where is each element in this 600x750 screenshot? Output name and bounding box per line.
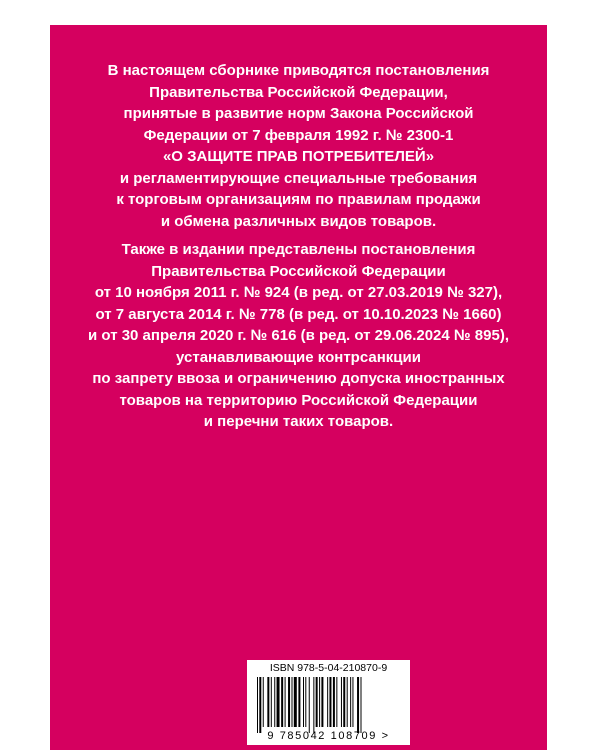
barcode-bar — [319, 677, 320, 727]
text-line: Также в издании представлены постановления — [121, 241, 476, 258]
text-line: от 7 августа 2014 г. № 778 (в ред. от 10.10.2023 № 1660) — [95, 305, 502, 323]
barcode-bar — [347, 677, 348, 727]
barcode-bar — [333, 677, 335, 727]
barcode-bar — [313, 677, 314, 733]
text-line: от 10 ноября 2011 г. № 924 (в ред. от 27.03.2019 № 327), — [94, 284, 503, 301]
text-line: товаров на территорию Российской Федерации — [119, 391, 478, 409]
back-cover — [50, 25, 547, 750]
barcode-digits: 9 785042 108709 > — [267, 730, 390, 742]
text-line: по запрету ввоза и ограничению допуска иностранных — [92, 370, 505, 387]
barcode-bar — [263, 677, 264, 727]
text-line: Правительства Российской Федерации — [151, 262, 446, 280]
barcode-bar — [294, 677, 297, 727]
text-line: к торговым организациям по правилам продажи — [116, 191, 481, 208]
barcode-bar — [327, 677, 328, 727]
text-line: Федерации от 7 февраля 1992 г. № 2300-1 — [143, 126, 454, 144]
text-line: и перечни таких товаров. — [203, 413, 394, 430]
barcode-bar — [267, 677, 269, 727]
barcode-bar — [343, 677, 345, 727]
text-line: устанавливающие контрсанкции — [176, 348, 421, 366]
text-line: и обмена различных видов товаров. — [160, 212, 437, 230]
description-paragraph-1 — [50, 60, 547, 232]
text-line: Правительства Российской Федерации, — [149, 83, 448, 101]
barcode-bar — [309, 677, 310, 733]
barcode-bar — [350, 677, 351, 727]
barcode-bar — [285, 677, 286, 727]
barcode-bar — [298, 677, 300, 727]
text-line: принятые в развитие норм Закона Российской — [123, 105, 474, 122]
text-line: В настоящем сборнике приводятся постановления — [107, 62, 490, 79]
barcode-bar — [274, 677, 275, 727]
barcode-bar — [316, 677, 318, 727]
barcode-bar — [277, 677, 280, 727]
barcode-bar — [361, 677, 362, 733]
isbn-barcode — [247, 660, 410, 745]
barcode-bar — [329, 677, 331, 727]
barcode-bars — [255, 677, 401, 733]
barcode-bar — [305, 677, 306, 727]
description-paragraph-2 — [50, 239, 547, 433]
barcode-bar — [288, 677, 290, 727]
barcode-bar — [303, 677, 304, 727]
barcode-bar — [341, 677, 342, 727]
barcode-bar — [281, 677, 283, 727]
barcode-bar — [271, 677, 272, 727]
barcode-bar — [357, 677, 359, 733]
barcode-bar — [321, 677, 323, 727]
barcode-bar — [336, 677, 337, 727]
barcode-bar — [352, 677, 353, 727]
barcode-bar — [292, 677, 293, 727]
law-title: «О ЗАЩИТЕ ПРАВ ПОТРЕБИТЕЛЕЙ» — [162, 148, 435, 165]
barcode-bar — [259, 677, 261, 733]
text-line: и регламентирующие специальные требования — [119, 169, 478, 187]
barcode-bar — [257, 677, 258, 733]
text-line: и от 30 апреля 2020 г. № 616 (в ред. от 29.06.2024 № 895), — [88, 327, 509, 344]
isbn-number: ISBN 978-5-04-210870-9 — [269, 662, 388, 674]
